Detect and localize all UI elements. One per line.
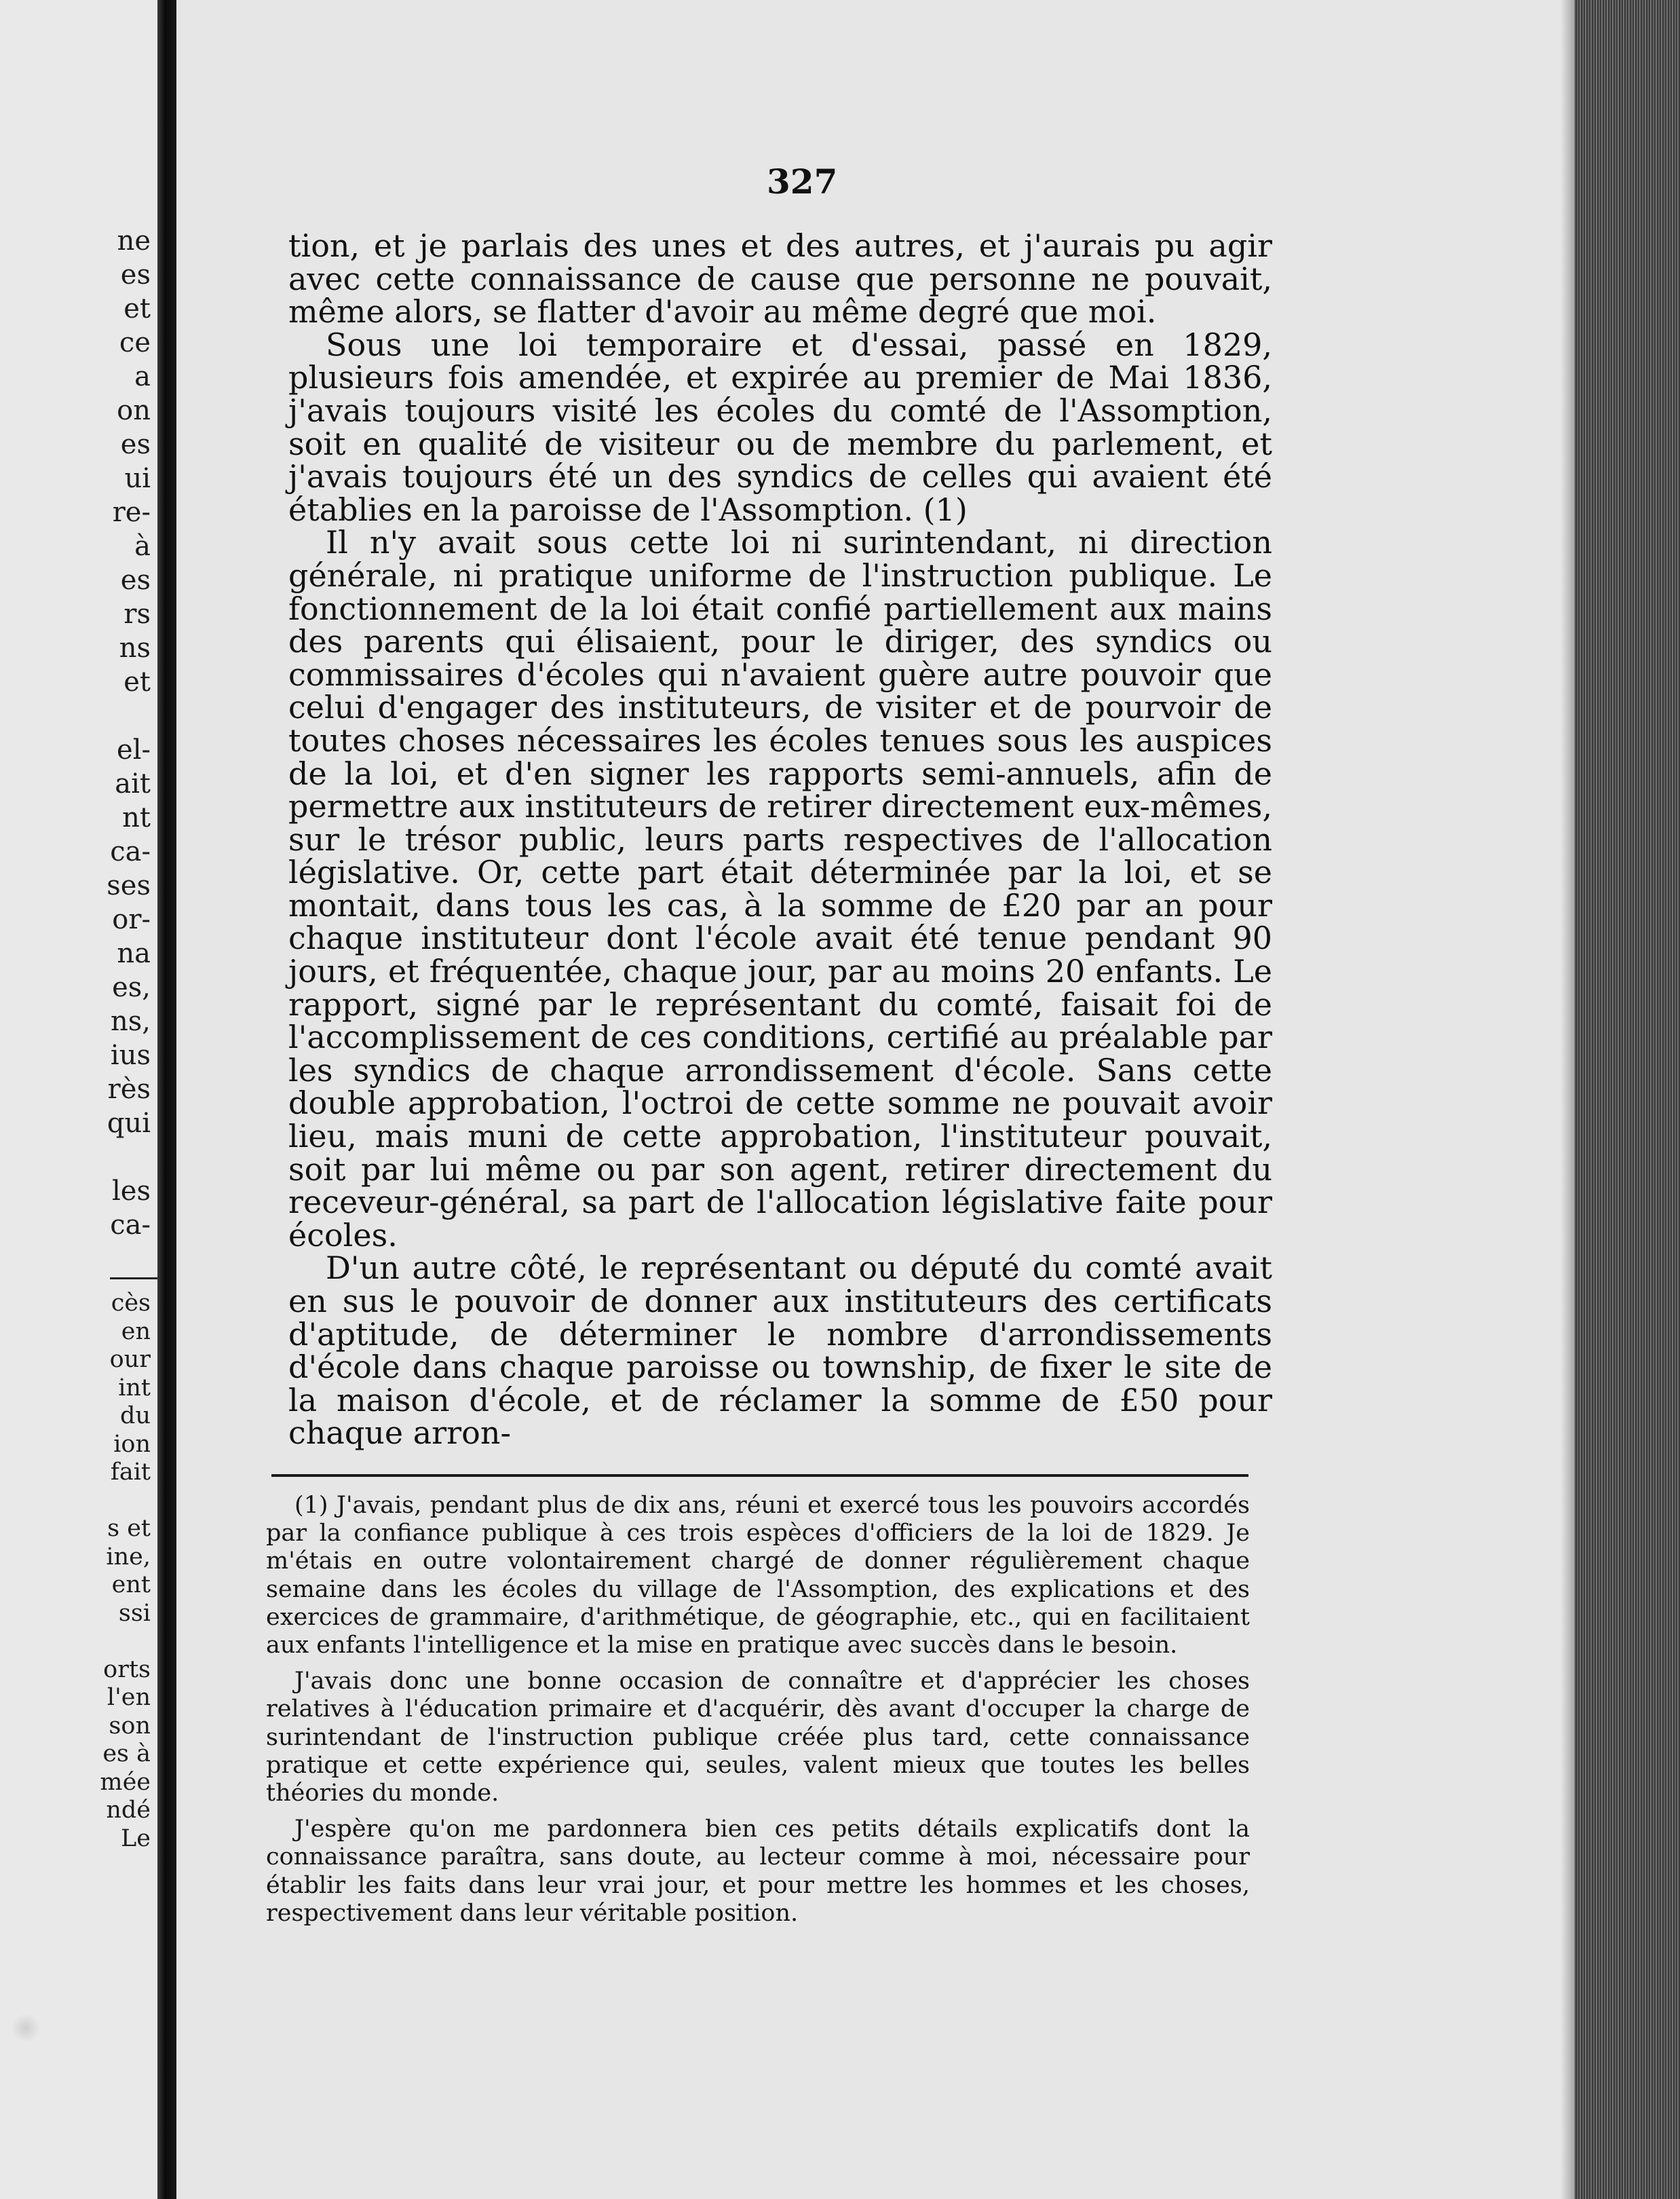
page-number: 327 xyxy=(767,162,838,202)
left-page-line-fragment: ui xyxy=(124,463,151,494)
book-gutter xyxy=(157,0,176,2199)
left-page-note-fragment: ion xyxy=(113,1430,151,1458)
left-page-note-fragment: ssi xyxy=(118,1599,151,1627)
left-page-footnote-rule xyxy=(110,1277,157,1279)
left-page-line-fragment: rs xyxy=(123,599,151,630)
left-page-line-fragment: à xyxy=(134,531,151,562)
page-stack-edges xyxy=(1574,0,1680,2199)
footnote-rule xyxy=(271,1474,1248,1477)
left-page-note-fragment: es à xyxy=(102,1740,151,1767)
left-page-line-fragment: re- xyxy=(112,497,151,528)
left-page-line-fragment: ns, xyxy=(110,1006,151,1037)
left-page-line-fragment: ca- xyxy=(110,836,151,867)
left-page-line-fragment: ses xyxy=(107,870,151,901)
paragraph-representant: D'un autre côté, le représentant ou député du comté avait en sus le pouvoir de donner aux instituteurs des certificats d'aptitude, de déterminer le nombre d'arrondissements d'école dans chaque paroisse ou township, de fixer le site de la maison d'école, et de réclamer la somme de £50 pour chaque arron- xyxy=(288,1249,1272,1452)
paragraph-loi-1829: Sous une loi temporaire et d'essai, passé en 1829, plusieurs fois amendée, et expirée au premier de Mai 1836, j'avais toujours visité les écoles du comté de l'Assomption, soit en qualité de visiteur ou de membre du parlement, et j'avais toujours été un des syndics de celles qui avaient été établies en la paroisse de l'Assomption. (1) xyxy=(288,326,1272,528)
left-page-line-fragment xyxy=(0,699,157,733)
paragraph-continuation: tion, et je parlais des unes et des autres, et j'aurais pu agir avec cette connaissance de cause que personne ne pouvait, même alors, se flatter d'avoir au même degré que moi. xyxy=(288,227,1272,331)
left-page-note-fragment: son xyxy=(109,1712,151,1740)
left-page-note-fragment: Le xyxy=(121,1824,151,1852)
footnote-1: (1) J'avais, pendant plus de dix ans, réuni et exercé tous les pouvoirs accordés par la confiance publique à ces trois espèces d'officiers de la loi de 1829. Je m'étais en outre volontairement chargé de donner régulièrement chaque semaine dans les écoles du village de l'Assomption, des explications et des exercices de grammaire, d'arithmétique, de géographie, etc., qui en facilitaient aux enfants l'intelligence et la mise en pratique avec succès dans le besoin. xyxy=(266,1492,1250,1659)
left-page-line-fragment: ns xyxy=(119,633,151,664)
left-page-note-fragment: our xyxy=(109,1346,151,1373)
left-page-note-fragment: int xyxy=(118,1374,151,1402)
footnotes xyxy=(266,1492,1250,1928)
footnote-paragraph-2: J'avais donc une bonne occasion de connaître et d'apprécier les choses relatives à l'éducation primaire et d'acquérir, dès avant d'occuper la charge de surintendant de l'instruction publique créée plus tard, cette connaissance pratique et cette expérience qui, seules, valent mieux que toutes les belles théories du monde. xyxy=(266,1668,1250,1807)
left-page-fragment xyxy=(0,0,157,2199)
left-page-note-fragment: en xyxy=(121,1317,151,1345)
footnote-paragraph-3: J'espère qu'on me pardonnera bien ces petits détails explicatifs dont la connaissance paraîtra, sans doute, au lecteur comme à moi, nécessaire pour établir les faits dans leur vrai jour, et pour mettre les hommes et les choses, respectivement dans leur véritable position. xyxy=(266,1816,1250,1927)
left-page-line-fragment: ius xyxy=(110,1040,151,1071)
left-page-note-fragment xyxy=(0,1628,157,1656)
left-page-line-fragment: ne xyxy=(117,225,151,257)
left-page-text-fragments xyxy=(0,224,157,1242)
left-page-line-fragment: es xyxy=(120,429,151,460)
left-page-note-fragment: du xyxy=(120,1402,151,1429)
left-page-line-fragment: les xyxy=(112,1176,151,1207)
left-page-footnote-fragments xyxy=(0,1290,157,1853)
left-page-line-fragment: es xyxy=(120,565,151,596)
left-page-note-fragment: s et xyxy=(107,1515,151,1542)
left-page-note-fragment: ndé xyxy=(106,1797,151,1824)
left-page-line-fragment: et xyxy=(123,293,151,324)
body-text xyxy=(288,229,1272,1450)
left-page-line-fragment: ca- xyxy=(110,1209,151,1241)
paragraph-no-surintendant: Il n'y avait sous cette loi ni surintendant, ni direction générale, ni pratique uniforme de l'instruction publique. Le fonctionnement de la loi était confié partiellement aux mains des parents qui élisaient, pour le diriger, des syndics ou commissaires d'écoles qui n'avaient guère autre pouvoir que celui d'engager des instituteurs, de visiter et de pourvoir de toutes choses nécessaires les écoles tenues sous les auspices de la loi, et d'en signer les rapports semi-annuels, afin de permettre aux instituteurs de retirer directement eux-mêmes, sur le trésor public, leurs parts respectives de l'allocation législative. Or, cette part était déterminée par la loi, et se montait, dans tous les cas, à la somme de £20 par an pour chaque instituteur dont l'école avait été tenue pendant 90 jours, et fréquentée, chaque jour, par au moins 20 enfants. Le rapport, signé par le représentant du comté, faisait foi de l'accomplissement de ces conditions, certifié au préalable par les syndics de chaque arrondissement d'école. Sans cette double approbation, l'octroi de cette somme ne pouvait avoir lieu, mais muni de cette approbation, l'instituteur pouvait, soit par lui même ou par son agent, retirer directement du receveur-général, sa part de l'allocation législative faite pour écoles. xyxy=(288,524,1272,1254)
left-page-line-fragment: or- xyxy=(112,904,151,935)
left-page-line-fragment: es, xyxy=(112,972,151,1003)
left-page-line-fragment: a xyxy=(134,361,151,392)
left-page-line-fragment: ait xyxy=(115,768,151,800)
left-page-line-fragment: on xyxy=(117,395,151,426)
left-page-line-fragment: ce xyxy=(119,327,151,358)
left-page-line-fragment: et xyxy=(123,666,151,698)
paper-stain xyxy=(10,2014,41,2042)
left-page-note-fragment: ent xyxy=(111,1571,151,1598)
left-page-note-fragment xyxy=(0,1487,157,1516)
left-page-note-fragment: fait xyxy=(110,1459,151,1486)
left-page-note-fragment: cès xyxy=(111,1290,151,1317)
left-page-line-fragment: na xyxy=(117,938,151,969)
left-page-line-fragment: el- xyxy=(117,734,151,766)
left-page-line-fragment: rès xyxy=(107,1074,151,1105)
left-page-note-fragment: mée xyxy=(100,1768,151,1796)
left-page-line-fragment: es xyxy=(120,259,151,290)
left-page-note-fragment: l'en xyxy=(107,1684,151,1711)
left-page-note-fragment: ine, xyxy=(106,1543,151,1571)
left-page-line-fragment: qui xyxy=(107,1108,151,1139)
left-page-note-fragment: orts xyxy=(103,1655,151,1683)
left-page-line-fragment xyxy=(0,1140,157,1174)
left-page-line-fragment: nt xyxy=(122,802,151,833)
